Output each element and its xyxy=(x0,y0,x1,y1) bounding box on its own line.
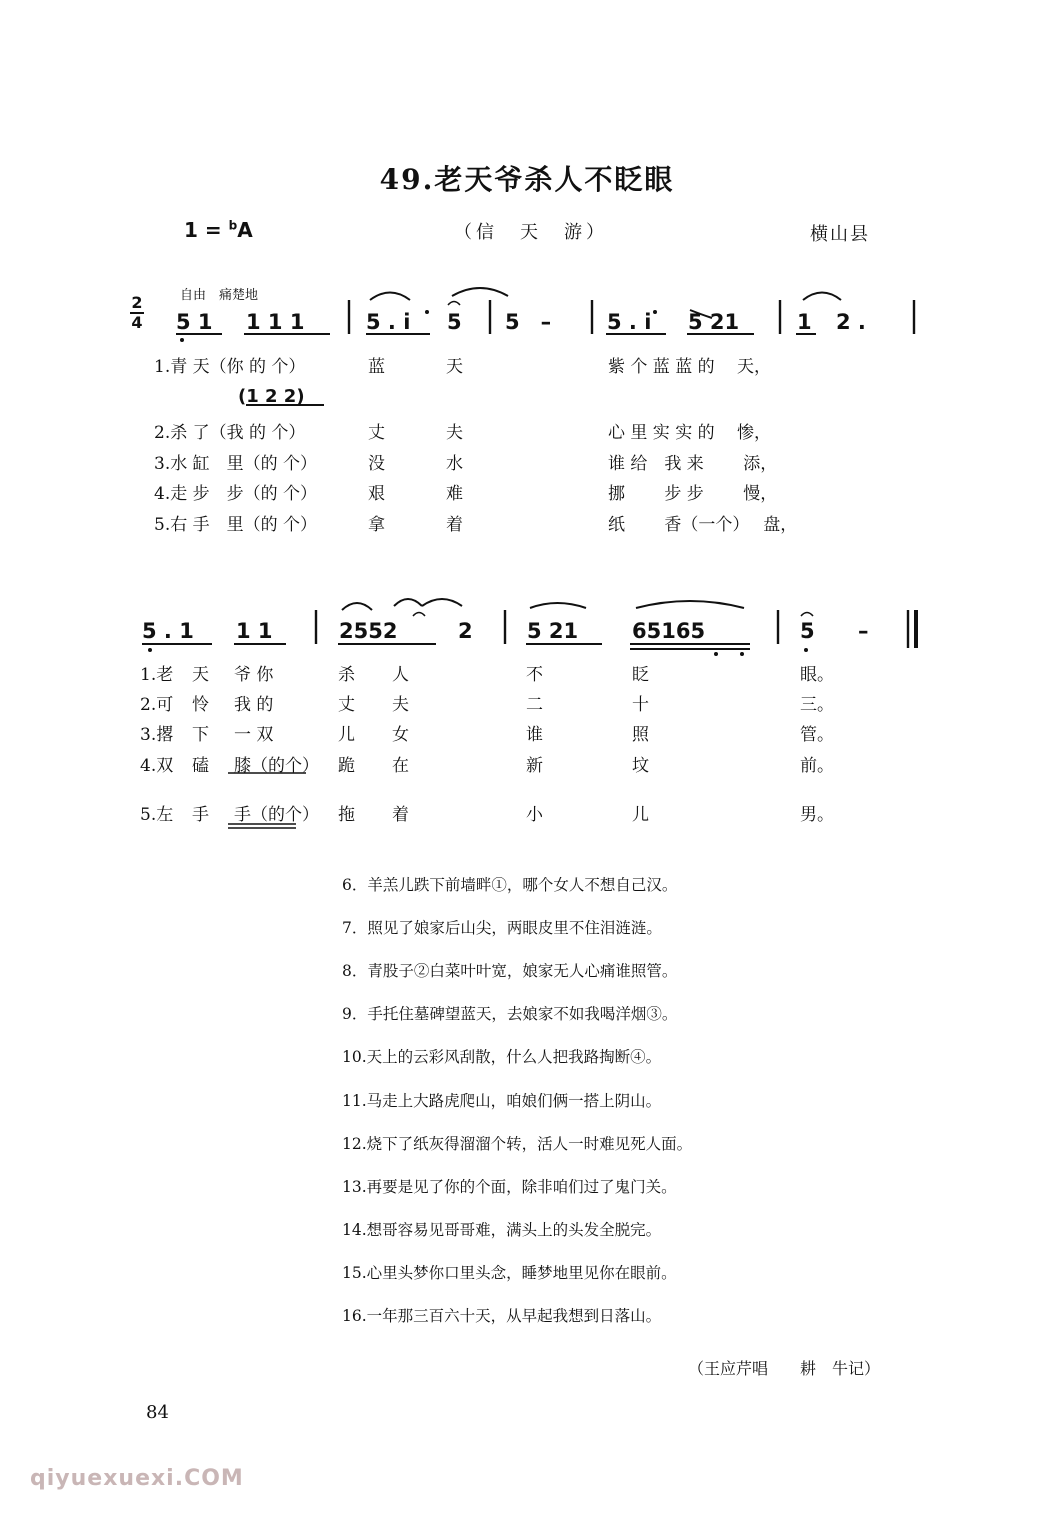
note-group: 1 xyxy=(797,310,812,334)
performer-credit: （王应芹唱 耕 牛记） xyxy=(688,1359,881,1378)
high-octave-dot xyxy=(653,310,657,314)
genre-label: （信 天 游） xyxy=(454,222,608,243)
region-label: 横山县 xyxy=(810,224,870,245)
low-octave-dot xyxy=(148,648,152,652)
key-prefix: 1 = xyxy=(184,218,229,242)
lyric-syllable: 3.撂 xyxy=(140,725,174,745)
lyric-line: 3.水 缸 里（的 个） xyxy=(154,454,318,474)
note-group: 5 xyxy=(800,619,815,643)
lyric-line: 2.杀 了（我 的 个） xyxy=(154,423,306,443)
lyric-syllable: 天 xyxy=(192,665,209,685)
lyric-line: 5.右 手 里（的 个） xyxy=(154,515,318,535)
lyric-syllable: 拿 xyxy=(368,515,385,535)
lyric-line: 1.青 天（你 的 个） xyxy=(154,357,306,377)
lyric-syllable: 儿 xyxy=(338,725,355,745)
lyric-syllable: 怜 xyxy=(192,695,209,715)
lyric-syllable: 拖 xyxy=(338,805,355,825)
lyric-syllable: 眨 xyxy=(632,665,649,685)
lyric-syllable: 眼。 xyxy=(800,665,834,685)
note-group: 5 – xyxy=(505,310,552,334)
time-sig-bottom: 4 xyxy=(131,313,143,332)
lyric-line: 4.走 步 步（的 个） xyxy=(154,484,318,504)
low-octave-dot xyxy=(804,648,808,652)
lyric-syllable: 跪 xyxy=(338,756,355,776)
verse-line: 14.想哥容易见哥哥难，满头上的头发全脱完。 xyxy=(342,1221,662,1239)
note-group: 2 xyxy=(458,619,473,643)
note-group: 5 . i xyxy=(607,310,652,334)
lyric-syllable: 夫 xyxy=(392,695,409,715)
lyric-line: 纸 香（一个） 盘， xyxy=(608,515,798,535)
lyric-syllable: 1.老 xyxy=(140,665,174,685)
lyric-syllable: 不 xyxy=(526,665,543,685)
note-group: – xyxy=(858,619,869,643)
lyric-syllable: 夫 xyxy=(446,423,463,443)
lyric-syllable: 手 xyxy=(192,805,209,825)
lyric-syllable: 儿 xyxy=(632,805,649,825)
lyric-syllable: 没 xyxy=(368,454,385,474)
barlines xyxy=(316,610,916,648)
note-group: 5 . 1 xyxy=(142,619,194,643)
lyric-syllable: 十 xyxy=(632,695,649,715)
low-octave-dot xyxy=(714,652,718,656)
lyric-syllable: 一 双 xyxy=(234,725,274,745)
lyric-syllable: 我 的 xyxy=(234,695,274,715)
verse-line: 10.天上的云彩风刮散，什么人把我路掏断④。 xyxy=(342,1048,662,1066)
lyric-syllable: 着 xyxy=(446,515,463,535)
lyric-syllable: 爷 你 xyxy=(234,665,274,685)
lyric-syllable: 二 xyxy=(526,695,543,715)
lyric-syllable: 小 xyxy=(526,805,543,825)
lyric-syllable: 丈 xyxy=(368,423,385,443)
lyric-line: 谁 给 我 来 添， xyxy=(608,454,778,474)
fermata-mark xyxy=(801,613,813,617)
low-octave-dot xyxy=(180,338,184,342)
note-group: 1 1 1 xyxy=(246,310,305,334)
lyric-syllable: 手（的个） xyxy=(234,805,319,825)
note-group: 5 xyxy=(447,310,462,334)
lyric-syllable: 前。 xyxy=(800,756,834,776)
lyric-syllable: 男。 xyxy=(800,805,834,825)
lyric-syllable: 蓝 xyxy=(368,357,385,377)
lyric-syllable: 女 xyxy=(392,725,409,745)
verse-line: 13.再要是见了你的个面，除非咱们过了鬼门关。 xyxy=(342,1178,677,1196)
lyric-syllable: 坟 xyxy=(632,756,649,776)
flat-sign: b xyxy=(228,218,238,233)
note-group: 2 . xyxy=(836,310,866,334)
lyric-syllable: 新 xyxy=(526,756,543,776)
note-group: 2552 xyxy=(339,619,398,643)
site-watermark: qiyuexuexi.COM xyxy=(30,1466,244,1491)
lyric-syllable: 难 xyxy=(446,484,463,504)
verse-line: 7．照见了娘家后山尖，两眼皮里不住泪涟涟。 xyxy=(342,919,662,937)
key-note: A xyxy=(237,218,253,242)
lyric-syllable: 膝（的个） xyxy=(234,756,319,776)
low-octave-dot xyxy=(740,652,744,656)
lyric-syllable: 在 xyxy=(392,756,409,776)
lyric-line: 心 里 实 实 的 惨， xyxy=(608,423,772,443)
lyric-syllable: 2.可 xyxy=(140,695,174,715)
verse-line: 9．手托住墓碑望蓝天，去娘家不如我喝洋烟③。 xyxy=(342,1005,678,1023)
note-group: 5 1 xyxy=(176,310,213,334)
note-group: 1 1 xyxy=(236,619,273,643)
high-octave-dot xyxy=(425,310,429,314)
lyric-syllable: 三。 xyxy=(800,695,834,715)
lyric-syllable: 水 xyxy=(446,454,463,474)
lyric-syllable: 5.左 xyxy=(140,805,174,825)
verse-line: 12.烧下了纸灰得溜溜个转，活人一时难见死人面。 xyxy=(342,1135,693,1153)
lyric-syllable: 磕 xyxy=(192,756,209,776)
lyric-syllable: 人 xyxy=(392,665,409,685)
note-group: 5 . i xyxy=(366,310,411,334)
note-group: 5 21 xyxy=(527,619,579,643)
verse-line: 6．羊羔儿跌下前墙畔①，哪个女人不想自己汉。 xyxy=(342,876,678,894)
lyric-syllable: 管。 xyxy=(800,725,834,745)
note-group: 65165 xyxy=(632,619,706,643)
verse-line: 8．青股子②白菜叶叶宽，娘家无人心痛谁照管。 xyxy=(342,962,678,980)
fermata-mark xyxy=(448,302,460,306)
lyric-line: 紫 个 蓝 蓝 的 天， xyxy=(608,357,772,377)
verse-line: 16.一年那三百六十天，从早起我想到日落山。 xyxy=(342,1307,662,1325)
system-1 xyxy=(176,288,914,407)
lyric-syllable: 天 xyxy=(446,357,463,377)
fermata-mark xyxy=(413,613,425,617)
lyric-syllable: 照 xyxy=(632,725,649,745)
system-2 xyxy=(142,599,916,656)
time-sig-top: 2 xyxy=(131,293,143,312)
lyric-syllable: 谁 xyxy=(526,725,543,745)
page-number: 84 xyxy=(146,1402,169,1423)
tempo-marking: 自由 痛楚地 xyxy=(180,288,259,303)
lyric-syllable: 丈 xyxy=(338,695,355,715)
verse-line: 15.心里头梦你口里头念，睡梦地里见你在眼前。 xyxy=(342,1264,677,1282)
verse-line: 11.马走上大路虎爬山，咱娘们俩一搭上阴山。 xyxy=(342,1092,662,1110)
lyric-syllable: 着 xyxy=(392,805,409,825)
lyric-line: 挪 步 步 慢， xyxy=(608,484,778,504)
song-title: 49.老天爷杀人不眨眼 xyxy=(379,163,675,196)
alt-notes: (1 2 2) xyxy=(238,386,305,407)
note-group: 5 21 xyxy=(688,310,740,334)
lyric-syllable: 4.双 xyxy=(140,756,174,776)
lyric-syllable: 杀 xyxy=(338,665,355,685)
lyric-syllable: 艰 xyxy=(368,484,385,504)
lyric-syllable: 下 xyxy=(192,725,209,745)
